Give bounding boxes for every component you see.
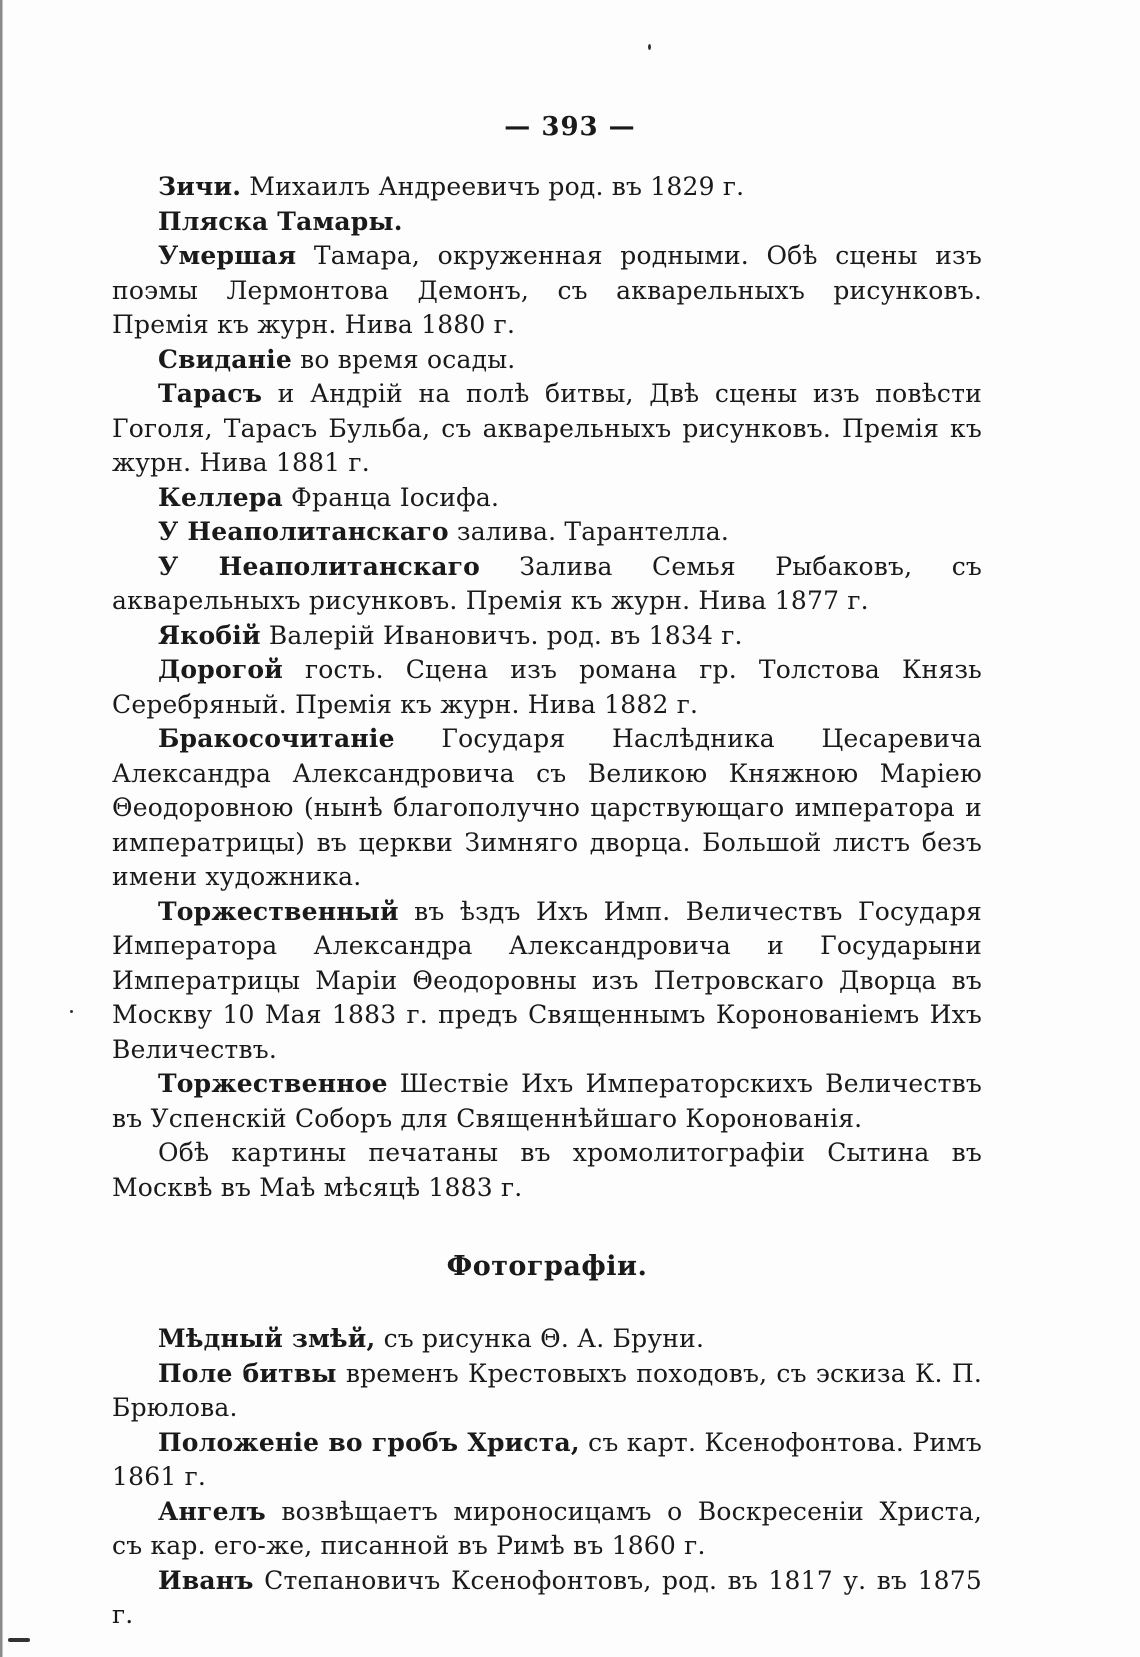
catalog-entry xyxy=(112,619,982,654)
entry-lead: Келлера xyxy=(158,482,283,512)
entry-lead: Торжественное xyxy=(158,1069,388,1098)
entry-text: Степановичъ Ксенофонтовъ, род. въ 1817 у. въ 1875 г. xyxy=(112,1565,982,1629)
entry-text: Валерій Ивановичъ. род. въ 1834 г. xyxy=(260,620,743,650)
catalog-entries-photographs xyxy=(112,1322,982,1633)
entry-text: Государя Наслѣдника Цесаревича Александра Александровича съ Великою Княжною Маріею Θеодоровною (нынѣ благополучно царствующаго императора и императрицы) въ церкви Зимняго дворца. Большой листъ безъ имени художника. xyxy=(112,724,982,891)
entry-text: съ рисунка Θ. А. Бруни. xyxy=(375,1324,705,1353)
catalog-entry xyxy=(112,481,982,516)
entry-text: залива. Тарантелла. xyxy=(448,517,730,546)
entry-lead: Положеніе во гробъ Христа, xyxy=(158,1427,580,1457)
scan-speck xyxy=(648,44,651,50)
catalog-entry xyxy=(112,1564,982,1633)
entry-text: временъ Крестовыхъ походовъ, съ эскиза К. П. Брюлова. xyxy=(112,1358,982,1422)
catalog-entry xyxy=(112,722,982,895)
entry-lead: Пляска Тамары. xyxy=(158,206,403,236)
catalog-entry xyxy=(112,239,982,343)
catalog-entry xyxy=(112,1357,982,1426)
catalog-entry xyxy=(112,550,982,619)
page-content xyxy=(112,170,982,1633)
entry-lead: Иванъ xyxy=(158,1565,254,1595)
entry-lead: Свиданіе xyxy=(158,344,292,374)
entry-text: возвѣщаетъ мироносицамъ о Воскресеніи Христа, съ кар. его-же, писанной въ Римѣ въ 1860 г. xyxy=(112,1496,982,1560)
catalog-entry xyxy=(112,170,982,205)
catalog-entry xyxy=(112,343,982,378)
entry-text: въ ѣздъ Ихъ Имп. Величествъ Государя Императора Александра Александровича и Государыни Императрицы Маріи Θеодоровны изъ Петровскаго Дворца въ Москву 10 Мая 1883 г. предъ Священнымъ Коронованіемъ Ихъ Величествъ. xyxy=(112,896,982,1064)
catalog-entry xyxy=(112,1136,982,1205)
entry-lead: Торжественный xyxy=(158,896,399,926)
entry-text: Тамара, окруженная родными. Обѣ сцены изъ поэмы Лермонтова Демонъ, съ акварельныхъ рисунковъ. Премія къ журн. Нива 1880 г. xyxy=(112,241,982,339)
catalog-entry xyxy=(112,895,982,1068)
entry-lead: Зичи. xyxy=(158,172,242,201)
page-number: — 393 — xyxy=(504,112,636,142)
entry-text: съ карт. Ксенофонтова. Римъ 1861 г. xyxy=(112,1427,983,1491)
entry-lead: Мѣдный змѣй, xyxy=(158,1324,376,1353)
entry-lead: У Неаполитанскаго xyxy=(158,551,480,581)
catalog-entries-lithographs xyxy=(112,170,982,1205)
entry-lead: Дорогой xyxy=(158,655,283,684)
entry-lead: Поле битвы xyxy=(158,1358,337,1388)
entry-text: Шествіе Ихъ Императорскихъ Величествъ въ Успенскій Соборъ для Священнѣйшаго Коронованія. xyxy=(112,1069,982,1133)
catalog-entry xyxy=(112,1495,982,1564)
entry-lead: Ангелъ xyxy=(158,1496,266,1526)
entry-text: Залива Семья Рыбаковъ, съ акварельныхъ рисунковъ. Премія къ журн. Нива 1877 г. xyxy=(112,551,983,615)
entry-lead: Тарасъ xyxy=(158,379,263,408)
catalog-entry xyxy=(112,1067,982,1136)
catalog-entry xyxy=(112,515,982,550)
entry-lead: Якобій xyxy=(158,620,261,650)
catalog-entry xyxy=(112,205,982,240)
entry-lead: Умершая xyxy=(158,241,297,270)
scan-speck xyxy=(8,1638,30,1642)
entry-text: и Андрій на полѣ битвы, Двѣ сцены изъ повѣсти Гоголя, Тарасъ Бульба, съ акварельныхъ рисунковъ. Премія къ журн. Нива 1881 г. xyxy=(112,379,982,477)
entry-text: гость. Сцена изъ романа гр. Толстова Князь Серебряный. Премія къ журн. Нива 1882 г. xyxy=(112,655,982,719)
entry-text: Франца Іосифа. xyxy=(282,482,500,512)
catalog-entry xyxy=(112,377,982,481)
section-heading-photographs: Фотографіи. xyxy=(446,1251,648,1282)
catalog-entry xyxy=(112,653,982,722)
binding-edge-shadow xyxy=(0,0,6,1657)
entry-text: во время осады. xyxy=(291,344,516,374)
catalog-entry xyxy=(112,1426,982,1495)
entry-text: Обѣ картины печатаны въ хромолитографіи Сытина въ Москвѣ въ Маѣ мѣсяцѣ 1883 г. xyxy=(112,1138,982,1202)
entry-text: Михаилъ Андреевичъ род. въ 1829 г. xyxy=(241,172,745,201)
scan-speck xyxy=(70,1010,73,1013)
catalog-entry xyxy=(112,1322,982,1357)
entry-lead: У Неаполитанскаго xyxy=(158,517,449,546)
entry-lead: Бракосочитаніе xyxy=(158,724,395,753)
